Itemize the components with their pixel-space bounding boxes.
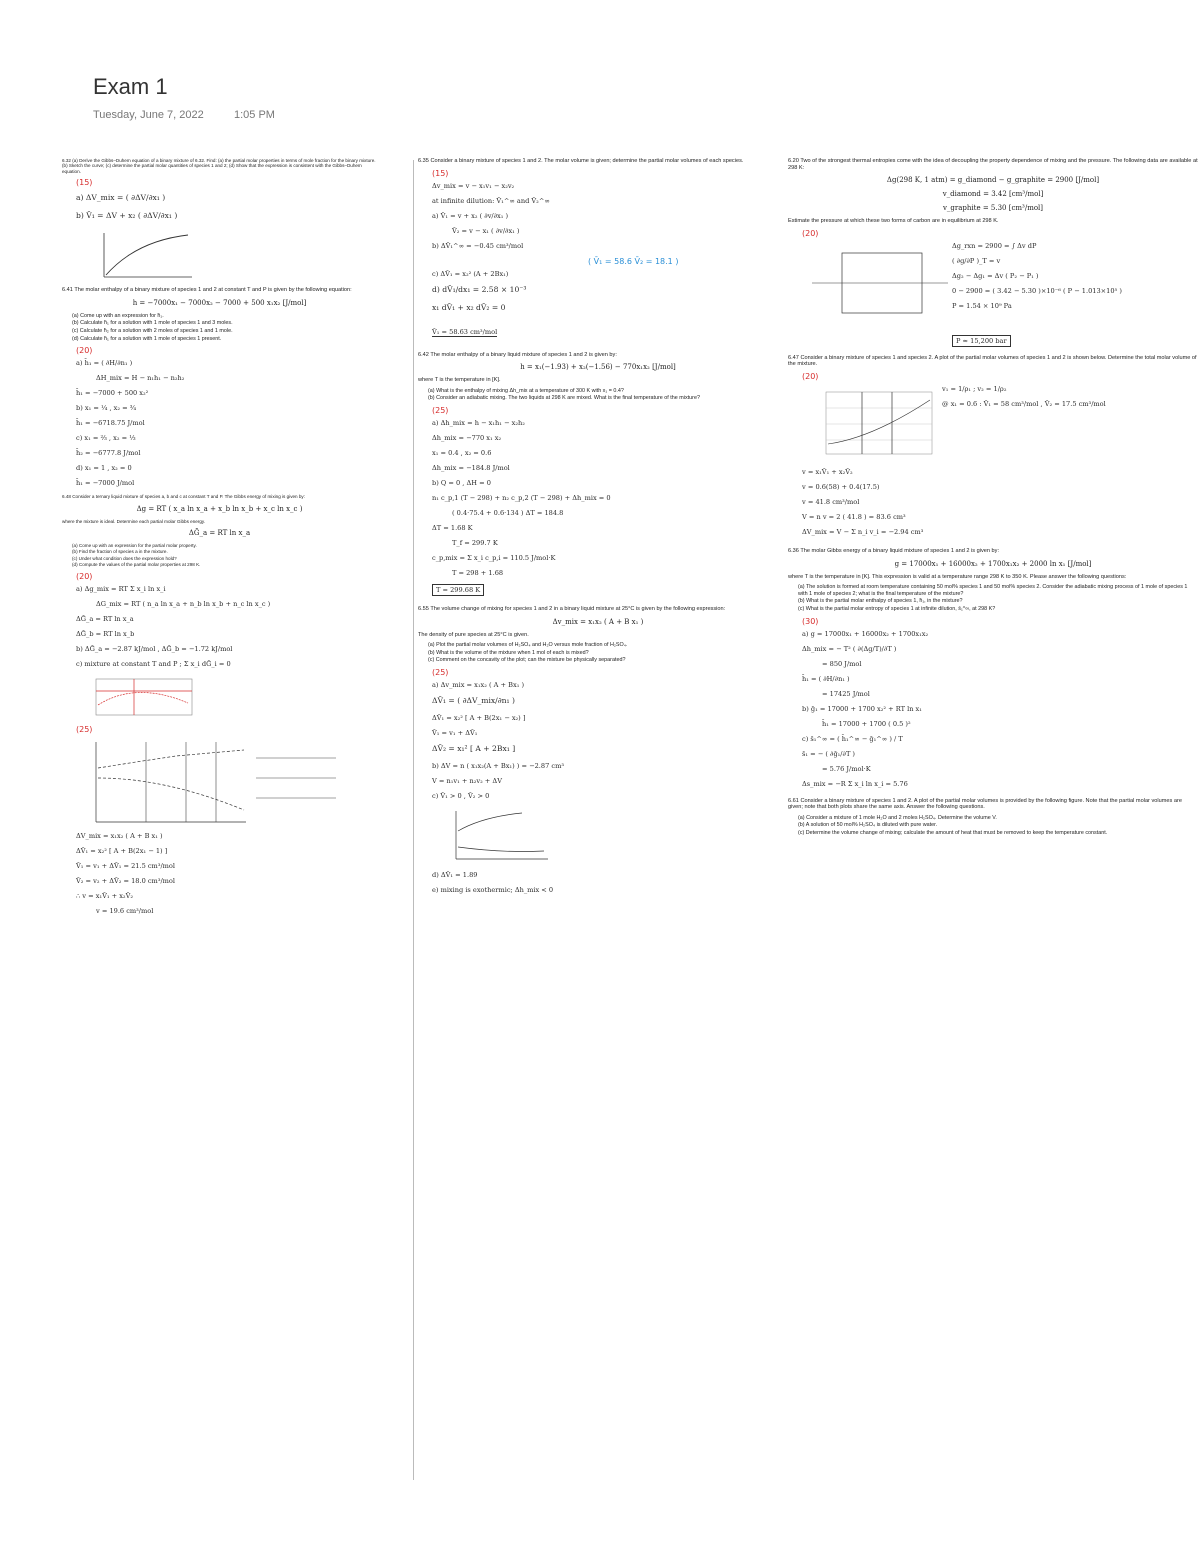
equation: h = −7000x₁ − 7000x₂ − 7000 + 500 x₁x₂ [J/mol] xyxy=(132,298,307,307)
sub-question: (c) Determine the volume change of mixing; calculate the amount of heat that must be removed to keep the temperature constant. xyxy=(798,829,1108,836)
sub-questions xyxy=(798,815,1198,837)
problem-score: (15) xyxy=(76,178,93,188)
work-line xyxy=(952,335,1198,347)
work-line: v = 0.6(58) + 0.4(17.5) xyxy=(802,482,880,491)
work-line: b) ΔḠ_a = −2.87 kJ/mol , ΔḠ_b = −1.72 kJ/mol xyxy=(76,644,233,653)
work-line: = 850 J/mol xyxy=(822,659,862,668)
work-line: b) ΔV = n ( x₁x₂(A + Bx₁) ) = −2.87 cm³ xyxy=(432,761,564,770)
equation: Δv_mix = x₁x₂ ( A + B x₁ ) xyxy=(552,617,644,626)
sketch-plot xyxy=(76,675,196,719)
sub-question: (b) Find the fraction of species a in the mixture. xyxy=(72,549,168,555)
equation: h = x₁(−1.93) + x₂(−1.56) − 770x₁x₂ [J/mol] xyxy=(520,363,676,372)
problem-text: 6.36 The molar Gibbs energy of a binary liquid mixture of species 1 and 2 is given by: xyxy=(788,547,1000,554)
equation: v_diamond = 3.42 [cm³/mol] xyxy=(942,190,1044,199)
problem-score: (20) xyxy=(76,346,93,356)
column-divider xyxy=(413,160,414,1480)
sub-question: (a) Come up with an expression for the partial molar property. xyxy=(72,543,197,548)
work-line: h̄₁ = −7000 + 500 x₂² xyxy=(76,389,149,398)
work-line xyxy=(432,584,778,596)
problem-text: where T is the temperature in [K]. xyxy=(418,377,501,384)
sub-question: (c) Comment on the concavity of the plot; can the mixture be physically separated? xyxy=(428,657,626,664)
work-line: a) Δg_mix = RT Σ x_i ln x_i xyxy=(76,584,166,593)
problem-score: (30) xyxy=(802,616,819,626)
equation: v_graphite = 5.30 [cm³/mol] xyxy=(942,204,1044,213)
problem-score: (20) xyxy=(802,371,819,381)
work-line: ΔV_mix = V − Σ n_i v_i = −2.94 cm³ xyxy=(802,527,924,536)
work-line: Δg_rxn = 2900 = ∫ Δv dP xyxy=(952,241,1037,250)
work-line: V̄₁ = 58.63 cm³/mol xyxy=(432,327,498,336)
work-line: ΔV_mix = x₁x₂ ( A + B x₁ ) xyxy=(76,831,163,840)
problem-text: where the mixture is ideal. Determine each partial molar Gibbs energy. xyxy=(62,518,206,524)
sub-question: (a) Consider a mixture of 1 mole H₂O and 2 moles H₂SO₄. Determine the volume V. xyxy=(798,814,997,821)
sub-question: (b) A solution of 50 mol% H₂SO₄ is diluted with pure water. xyxy=(798,822,938,829)
problem-text: 6.47 Consider a binary mixture of species 1 and species 2. A plot of the partial molar volumes of species 1 and 2 is shown below. Determine the total molar volume of the mixture. xyxy=(788,354,1197,368)
problem-text: 6.42 The molar enthalpy of a binary liquid mixture of species 1 and 2 is given by: xyxy=(418,351,617,358)
boxed-answer: P ≈ 15,200 bar xyxy=(952,335,1011,347)
problem-text: where T is the temperature in [K]. This expression is valid at a temperature range 298 K to 350 K. Please answer the following questions: xyxy=(788,573,1127,580)
column-1 xyxy=(62,158,377,922)
work-line: V̄₂ = v₂ + ΔV̄₂ = 18.0 cm³/mol xyxy=(76,876,176,885)
work-line: c) ΔV̄₁ = x₂² (A + 2Bx₁) xyxy=(432,269,509,278)
sketch-volume-plot xyxy=(76,738,366,826)
work-line: h̄₁ = −6718.75 J/mol xyxy=(76,419,145,428)
page-date: Tuesday, June 7, 2022 xyxy=(93,109,204,121)
work-line: ΔḠ_b = RT ln x_b xyxy=(76,629,135,638)
work-line: ΔH_mix = H − n₁h₁ − n₂h₂ xyxy=(96,374,185,383)
work-line: 0 − 2900 = ( 3.42 − 5.30 )×10⁻⁶ ( P − 1.013×10⁵ ) xyxy=(952,286,1122,295)
work-line: v₁ = 1/ρ₁ ; v₂ = 1/ρ₂ xyxy=(942,384,1007,393)
work-line: V̄₂ = v − x₁ ( ∂v/∂x₁ ) xyxy=(452,226,520,235)
sketch-cycle-diagram xyxy=(802,245,952,329)
sub-question: (c) What is the partial molar entropy of species 1 at infinite dilution, s̄₁^∞, at 298 K? xyxy=(798,605,996,612)
equation: g = 17000x₁ + 16000x₂ + 1700x₁x₂ + 2000 ln x₁ [J/mol] xyxy=(894,559,1092,568)
problem-text: 6.41 The molar enthalpy of a binary mixture of species 1 and 2 at constant T and P is given by the following equation: xyxy=(62,287,352,294)
work-line: P = 1.54 × 10⁹ Pa xyxy=(952,301,1012,310)
sub-questions xyxy=(72,543,377,568)
work-line: Δv_mix = v − x₁v₁ − x₂v₂ xyxy=(432,181,515,190)
work-line: ( ∂g/∂P )_T = v xyxy=(952,256,1001,265)
work-line: Δh_mix = −770 x₁ x₂ xyxy=(432,433,502,442)
work-line: Δh_mix = −184.8 J/mol xyxy=(432,463,510,472)
column-2 xyxy=(418,158,778,901)
work-line: h̄₁ = 17000 + 1700 ( 0.5 )² xyxy=(822,719,911,728)
work-line: c) V̄₁ > 0 , V̄₂ > 0 xyxy=(432,791,490,800)
work-line: n₁ c_p,1 (T − 298) + n₂ c_p,2 (T − 298) + Δh_mix = 0 xyxy=(432,493,611,502)
work-line: c) s̄₁^∞ = ( h̄₁^∞ − ḡ₁^∞ ) / T xyxy=(802,734,903,743)
work-line: ∴ v = x₁V̄₁ + x₂V̄₂ xyxy=(76,891,133,900)
boxed-answer: T = 299.68 K xyxy=(432,584,484,596)
column-3 xyxy=(788,158,1198,841)
problem-text: The density of pure species at 25°C is given. xyxy=(418,631,529,638)
page-title: Exam 1 xyxy=(93,74,168,99)
work-line: a) Δv_mix = x₁x₂ ( A + Bx₁ ) xyxy=(432,680,525,689)
work-line: d) ΔV̄₁ = 1.89 xyxy=(432,870,478,879)
work-line: a) V̄₁ = v + x₂ ( ∂v/∂x₁ ) xyxy=(432,211,509,220)
work-line: c) mixture at constant T and P ; Σ x_i dḠ_i = 0 xyxy=(76,659,231,668)
sub-question: (c) Under what condition does the expression hold? xyxy=(72,555,177,561)
problem-score: (20) xyxy=(802,228,819,238)
problem-text: 6.32 (a) Derive the Gibbs–Duhem equation of a binary mixture of 6.32. Find: (a) the partial molar properties in terms of mole fraction for the binary mixture. (b) Sketch the curve; (c) determine the partial molar quantities of species 1 and 2; (d) Show that the expression is consistent with the Gibbs–Duhem equation. xyxy=(62,158,376,174)
work-line: h̄₁ = ( ∂H/∂n₁ ) xyxy=(802,674,850,683)
equation: Δg(298 K, 1 atm) = g_diamond − g_graphite = 2900 [J/mol] xyxy=(886,176,1100,185)
work-line: d) x₁ = 1 , x₂ = 0 xyxy=(76,464,132,473)
problem-score: (25) xyxy=(76,724,93,734)
work-line: V = n v = 2 ( 41.8 ) = 83.6 cm³ xyxy=(802,512,906,521)
work-line: b) V̄₁ = ΔV + x₂ ( ∂ΔV/∂x₁ ) xyxy=(76,211,178,221)
work-line: ΔV̄₁ = ( ∂ΔV_mix/∂n₁ ) xyxy=(432,695,515,705)
problem-score: (25) xyxy=(432,667,449,677)
work-line: e) mixing is exothermic; Δh_mix < 0 xyxy=(432,885,554,894)
sketch-volume-plot xyxy=(432,807,552,865)
problem-text: 6.35 Consider a binary mixture of species 1 and 2. The molar volume is given; determine the partial molar volumes of each species. xyxy=(418,158,744,164)
work-line: ΔG_mix = RT ( n_a ln x_a + n_b ln x_b + n_c ln x_c ) xyxy=(96,599,271,608)
work-line: h̄₁ = −7000 J/mol xyxy=(76,479,135,488)
work-line: v = x₁V̄₁ + x₂V̄₂ xyxy=(802,467,853,476)
work-line: c_p,mix = Σ x_i c_p,i = 110.5 J/mol·K xyxy=(432,553,556,562)
work-line: V̄₁ = v₁ + ΔV̄₁ = 21.5 cm³/mol xyxy=(76,861,176,870)
work-line: Δh_mix = − T² ( ∂(Δg/T)/∂T ) xyxy=(802,644,897,653)
problem-text: 6.48 Consider a ternary liquid mixture of species a, b and c at constant T and P. The Gibbs energy of mixing is given by: xyxy=(62,494,306,500)
work-line: Δs_mix = −R Σ x_i ln x_i = 5.76 xyxy=(802,779,908,788)
problem-text: Estimate the pressure at which these two forms of carbon are in equilibrium at 298 K. xyxy=(788,218,999,225)
work-line: V = n₁v₁ + n₂v₂ + ΔV xyxy=(432,776,502,785)
work-line: s̄₁ = − ( ∂ḡ₁/∂T ) xyxy=(802,749,856,758)
work-line: ΔV̄₁ = x₂² [ A + B(2x₁ − 1) ] xyxy=(76,846,168,855)
work-line: a) ΔV_mix = ( ∂ΔV/∂x₁ ) xyxy=(76,193,166,203)
sub-questions xyxy=(72,313,377,342)
work-line: @ x₁ = 0.6 : V̄₁ = 58 cm³/mol , V̄₂ = 17.5 cm³/mol xyxy=(942,399,1106,408)
sub-question: (a) The solution is formed at room temperature containing 50 mol% species 1 and 50 mol% species 2. Consider the adiabatic mixing process of 1 mole of species 1 with 1 mole of species 2; what is the final temperature of the mixture? xyxy=(798,584,1188,597)
work-line: b) x₁ = ¼ , x₂ = ¾ xyxy=(76,404,137,413)
sub-question: (c) Calculate h̄₂ for a solution with 2 moles of species 1 and 1 mole. xyxy=(72,328,233,334)
work-line: c) x₁ = ⅔ , x₂ = ⅓ xyxy=(76,434,136,443)
sub-question: (b) Calculate h̄₁ for a solution with 1 mole of species 1 and 3 moles. xyxy=(72,320,233,327)
work-line: b) Q = 0 , ΔH = 0 xyxy=(432,478,491,487)
work-line: v = 19.6 cm³/mol xyxy=(96,906,154,915)
problem-text: 6.61 Consider a binary mixture of species 1 and 2. A plot of the partial molar volumes is provided by the following figure. Note that the partial molar volumes are given; note that both plots share the same axis. Answer the following questions. xyxy=(788,797,1182,811)
sub-question: (b) Consider an adiabatic mixing. The two liquids at 298 K are mixed. What is the final temperature of the mixture? xyxy=(428,395,700,402)
work-line: T_f = 299.7 K xyxy=(452,538,498,547)
work-line: x₁ dV̄₁ + x₂ dV̄₂ = 0 xyxy=(432,302,506,312)
page-time: 1:05 PM xyxy=(234,109,275,121)
work-line: a) h̄₁ = ( ∂H/∂n₁ ) xyxy=(76,359,133,368)
sketch-partial-molar-plot xyxy=(802,388,942,462)
sub-question: (a) Come up with an expression for h̄₁. xyxy=(72,312,164,319)
work-line: V̄₁ = v₁ + ΔV̄₁ xyxy=(432,728,478,737)
sketch-curve xyxy=(76,229,196,281)
sub-question: (b) What is the volume of the mixture when 1 mol of each is mixed? xyxy=(428,649,589,656)
work-line: ΔT = 1.68 K xyxy=(432,523,473,532)
work-line: Δg₂ − Δg₁ = Δv ( P₂ − P₁ ) xyxy=(952,271,1039,280)
work-line: at infinite dilution: V̄₁^∞ and V̄₂^∞ xyxy=(432,196,550,205)
work-line: T = 298 + 1.68 xyxy=(452,568,504,577)
work-line: a) g = 17000x₁ + 16000x₂ + 1700x₁x₂ xyxy=(802,629,929,638)
work-line: ( 0.4·75.4 + 0.6·134 ) ΔT = 184.8 xyxy=(452,508,564,517)
sub-question: (b) What is the partial molar enthalpy of species 1, h̄₁, in the mixture? xyxy=(798,598,963,605)
work-line: b) ḡ₁ = 17000 + 1700 x₂² + RT ln x₁ xyxy=(802,704,922,713)
work-line: = 5.76 J/mol·K xyxy=(822,764,871,773)
highlighted-answer: ( V̄₁ = 58.6 V̄₂ = 18.1 ) xyxy=(588,256,679,266)
work-line: a) Δh_mix = h − x₁h₁ − x₂h₂ xyxy=(432,418,525,427)
sub-question: (a) What is the enthalpy of mixing Δh_mix at a temperature of 300 K with x₁ = 0.4? xyxy=(428,387,624,394)
sub-question: (d) Calculate h̄₁ for a solution with 1 mole of species 1 present. xyxy=(72,335,222,342)
sub-question: (d) Compute the values of the partial molar properties at 298 K. xyxy=(72,562,201,568)
problem-score: (15) xyxy=(432,168,449,178)
problem-text: 6.55 The volume change of mixing for species 1 and 2 in a binary liquid mixture at 25°C is given by the following expression: xyxy=(418,605,726,612)
equation: ΔḠ_a = RT ln x_a xyxy=(188,529,251,537)
work-line: = 17425 J/mol xyxy=(822,689,870,698)
work-line: v = 41.8 cm³/mol xyxy=(802,497,860,506)
work-line: ΔV̄₂ = x₁² [ A + 2Bx₁ ] xyxy=(432,743,516,753)
work-line: x₁ = 0.4 , x₂ = 0.6 xyxy=(432,448,492,457)
problem-text: 6.20 Two of the strongest thermal entropies come with the idea of decoupling the property dependence of mixing and the pressure. The following data are available at 298 K: xyxy=(788,158,1198,171)
equation: Δg = RT ( x_a ln x_a + x_b ln x_b + x_c ln x_c ) xyxy=(136,504,303,513)
problem-score: (20) xyxy=(76,571,93,581)
work-line: ΔV̄₁ = x₂² [ A + B(2x₁ − x₂) ] xyxy=(432,713,526,722)
work-line: ΔḠ_a = RT ln x_a xyxy=(76,614,134,623)
sub-questions xyxy=(428,388,778,402)
sub-questions xyxy=(428,642,778,664)
work-line: h̄₂ = −6777.8 J/mol xyxy=(76,449,141,458)
sub-question: (a) Plot the partial molar volumes of H₂SO₄ and H₂O versus mole fraction of H₂SO₄. xyxy=(428,642,628,649)
problem-score: (25) xyxy=(432,405,449,415)
work-line: d) dV̄₁/dx₁ = 2.58 × 10⁻³ xyxy=(432,284,527,294)
sub-questions xyxy=(798,584,1198,612)
work-line: b) ΔV̄₁^∞ = −0.45 cm³/mol xyxy=(432,241,524,250)
